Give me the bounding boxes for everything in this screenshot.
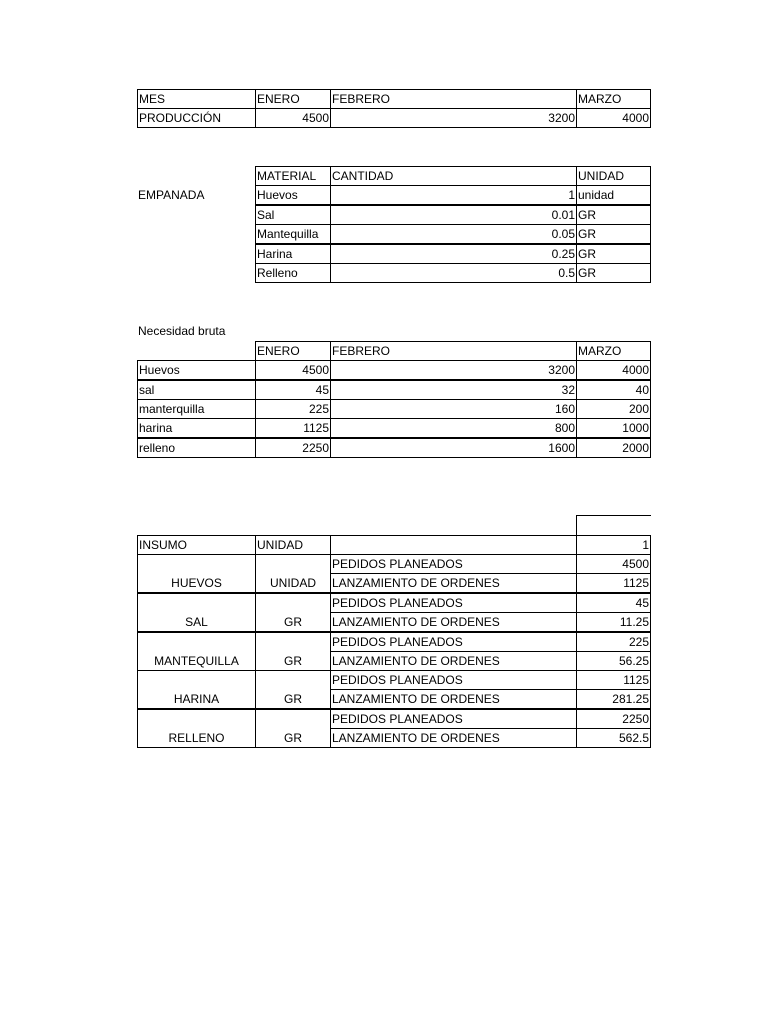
cell-material: Huevos [255, 185, 331, 205]
planned-orders-value: 2250 [576, 709, 651, 729]
header-cell-marzo: MARZO [576, 341, 651, 361]
cell-value: 40 [576, 380, 651, 400]
cell-material: Relleno [255, 263, 331, 283]
order-release-label: LANZAMIENTO DE ORDENES [330, 573, 577, 593]
cell-value: 3200 [330, 360, 577, 380]
row-label: Huevos [137, 360, 256, 380]
header-cell-mes: MES [137, 89, 256, 109]
order-release-label: LANZAMIENTO DE ORDENES [330, 651, 577, 671]
cell-value: 1600 [330, 438, 577, 458]
cell-value: 4000 [576, 108, 651, 128]
cell-value: 160 [330, 399, 577, 419]
cell-value: 3200 [330, 108, 577, 128]
header-cell-marzo: MARZO [576, 89, 651, 109]
cell-unidad: GR [576, 263, 651, 283]
insumo-cell: SAL [137, 593, 256, 632]
planned-orders-label: PEDIDOS PLANEADOS [330, 554, 577, 574]
planned-orders-label: PEDIDOS PLANEADOS [330, 670, 577, 690]
insumo-cell: HUEVOS [137, 554, 256, 593]
order-release-value: 11.25 [576, 612, 651, 632]
cell-value: 2000 [576, 438, 651, 458]
cell-value: 1125 [255, 418, 331, 438]
cell-cantidad: 0.25 [330, 244, 577, 264]
header-cell-blank [330, 535, 577, 555]
header-cell-insumo: INSUMO [137, 535, 256, 555]
cell-value: 225 [255, 399, 331, 419]
cell-material: Harina [255, 244, 331, 264]
header-cell-unidad: UNIDAD [576, 166, 651, 186]
order-release-value: 281.25 [576, 689, 651, 709]
cell-value: 800 [330, 418, 577, 438]
row-label: sal [137, 380, 256, 400]
header-cell-enero: ENERO [255, 89, 331, 109]
cell-value: 32 [330, 380, 577, 400]
insumo-cell: RELLENO [137, 709, 256, 748]
unidad-cell: GR [255, 670, 331, 709]
order-release-value: 1125 [576, 573, 651, 593]
header-cell-enero: ENERO [255, 341, 331, 361]
product-label: EMPANADA [138, 188, 205, 202]
unidad-cell: GR [255, 593, 331, 632]
header-cell-cantidad: CANTIDAD [330, 166, 577, 186]
order-release-value: 562.5 [576, 728, 651, 748]
header-cell-period: 1 [576, 535, 651, 555]
cell-value: 4500 [255, 360, 331, 380]
planned-orders-label: PEDIDOS PLANEADOS [330, 593, 577, 613]
unidad-cell: GR [255, 632, 331, 671]
order-release-label: LANZAMIENTO DE ORDENES [330, 612, 577, 632]
empty-cell [576, 515, 651, 536]
planned-orders-value: 1125 [576, 670, 651, 690]
cell-unidad: GR [576, 205, 651, 225]
cell-value: 4500 [255, 108, 331, 128]
planned-orders-value: 225 [576, 632, 651, 652]
planned-orders-label: PEDIDOS PLANEADOS [330, 709, 577, 729]
cell-cantidad: 0.01 [330, 205, 577, 225]
header-cell-unidad: UNIDAD [255, 535, 331, 555]
cell-value: 1000 [576, 418, 651, 438]
cell-material: Mantequilla [255, 224, 331, 244]
row-label: manterquilla [137, 399, 256, 419]
unidad-cell: UNIDAD [255, 554, 331, 593]
insumo-cell: MANTEQUILLA [137, 632, 256, 671]
planned-orders-value: 45 [576, 593, 651, 613]
planned-orders-value: 4500 [576, 554, 651, 574]
unidad-cell: GR [255, 709, 331, 748]
order-release-label: LANZAMIENTO DE ORDENES [330, 728, 577, 748]
order-release-value: 56.25 [576, 651, 651, 671]
insumo-cell: HARINA [137, 670, 256, 709]
cell-material: Sal [255, 205, 331, 225]
cell-unidad: unidad [576, 185, 651, 205]
row-label: relleno [137, 438, 256, 458]
cell-unidad: GR [576, 224, 651, 244]
order-release-label: LANZAMIENTO DE ORDENES [330, 689, 577, 709]
cell-value: 2250 [255, 438, 331, 458]
planned-orders-label: PEDIDOS PLANEADOS [330, 632, 577, 652]
cell-value: 200 [576, 399, 651, 419]
row-label-produccion: PRODUCCIÓN [137, 108, 256, 128]
cell-cantidad: 1 [330, 185, 577, 205]
cell-cantidad: 0.5 [330, 263, 577, 283]
cell-value: 45 [255, 380, 331, 400]
cell-cantidad: 0.05 [330, 224, 577, 244]
row-label: harina [137, 418, 256, 438]
section-title: Necesidad bruta [138, 324, 226, 338]
header-cell-febrero: FEBRERO [330, 89, 577, 109]
header-cell-febrero: FEBRERO [330, 341, 577, 361]
cell-unidad: GR [576, 244, 651, 264]
header-cell-material: MATERIAL [255, 166, 331, 186]
cell-value: 4000 [576, 360, 651, 380]
